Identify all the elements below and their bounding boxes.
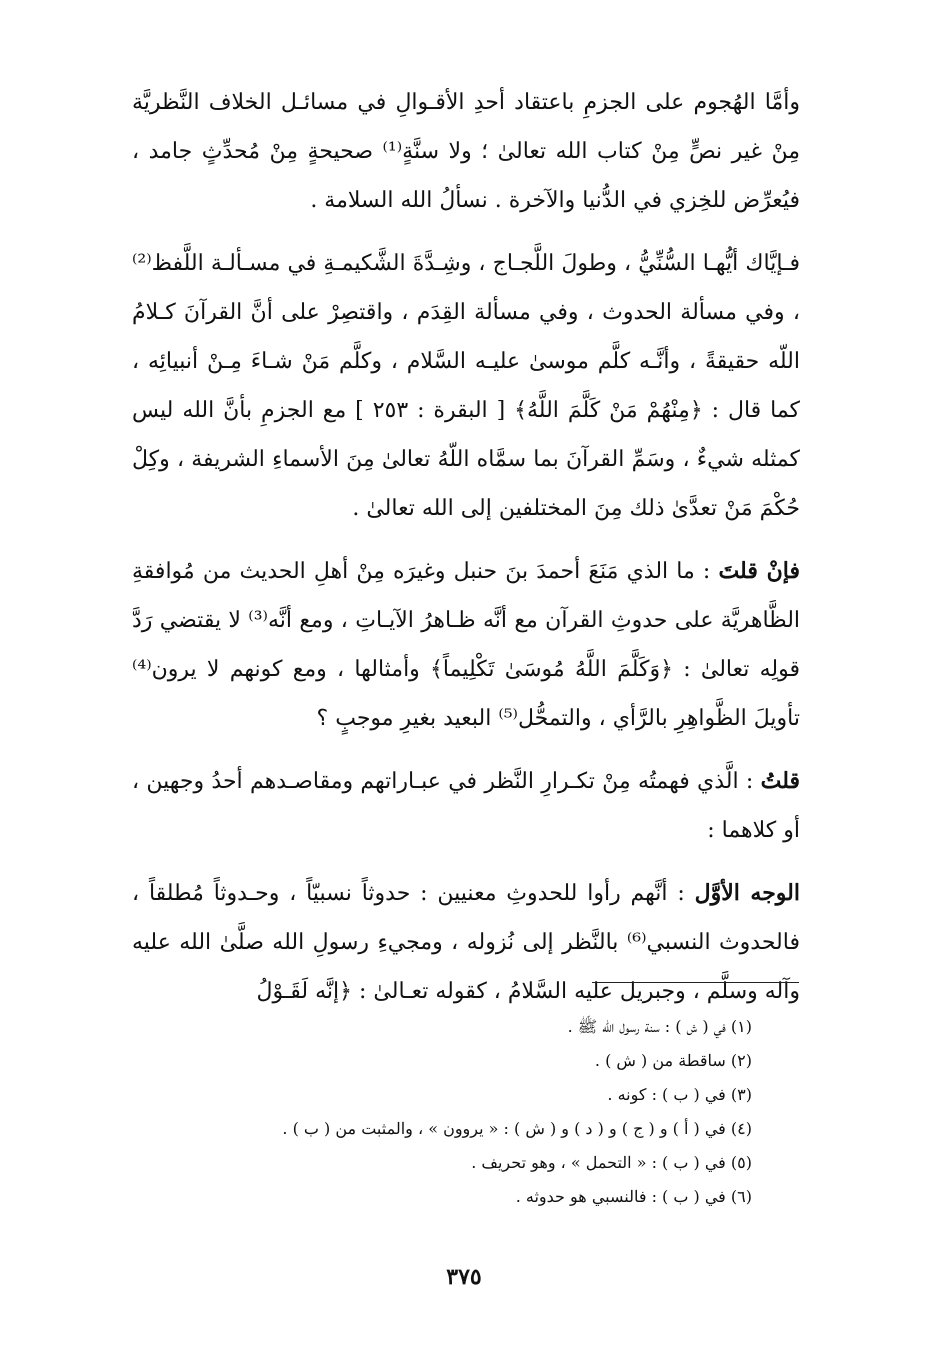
paragraph-text: : ما الذي مَنَعَ أحمدَ بنَ حنبل وغيرَه مِنْ أهلِ الحديث من مُوافقةِ الظَّاهريَّة على حدوثِ القرآن مع أنَّه ظـاهرُ الآيـاتِ ، ومع أنَّه⁽³⁾ لا يقتضي رَدَّ قولِه تعالىٰ : ﴿وَكَلَّمَ اللَّهُ مُوسَىٰ تَكْلِيماً﴾ وأمثالها ، ومع كونهم لا يرون⁽⁴⁾ تأويلَ الظَّواهِرِ بالرَّأي ، والتمحُّل⁽⁵⁾ البعيد بغيرِ موجبٍ ؟ bbox=[132, 559, 801, 731]
paragraph-text: : الَّذي فهمتُه مِنْ تكـرارِ النَّظر في عبـاراتهم ومقاصـدهم أحدُ وجهين ، أو كلاهما : bbox=[132, 769, 800, 843]
paragraph-2 bbox=[132, 239, 800, 533]
paragraph-text: فـإيَّاك أيُّهـا السُّنِّيُّ ، وطولَ اللَّجـاج ، وشِـدَّةَ الشَّكيمـةِ في مسـألـة اللَّفظ⁽²⁾ ، وفي مسألة الحدوث ، وفي مسألة القِدَم ، واقتصِرْ على أنَّ القرآنَ كـلامُ اللّه حقيقةً ، وأنَّـه كلَّم موسىٰ عليـه السَّلام ، وكلَّم مَنْ شـاءَ مِـنْ أنبيائِه ، كما قال : ﴿مِنْهُمْ مَنْ كَلَّمَ اللَّهُ﴾ [ البقرة : ٢٥٣ ] مع الجزمِ بأنَّ الله ليس كمثله شيءٌ ، وسَمِّ القرآنَ بما سمَّاه اللّهُ تعالىٰ مِنَ الأسماءِ الشريفة ، وكِلْ حُكْمَ مَنْ تعدَّىٰ ذلك مِنَ المختلفين إلى الله تعالىٰ . bbox=[132, 251, 801, 521]
page-number: ٣٧٥ bbox=[446, 1264, 482, 1290]
paragraph-lead: قلتُ bbox=[760, 768, 800, 794]
footnote-1: (١) في ( ش ) : سنة رسول الله ﷺ . bbox=[567, 1017, 752, 1036]
footnote-4: (٤) في ( أ ) و ( ج ) و ( د ) و ( ش ) : « يروون » ، والمثبت من ( ب ) . bbox=[282, 1119, 752, 1138]
paragraph-4 bbox=[132, 757, 800, 855]
paragraph-lead: فإنْ قلتَ bbox=[718, 558, 801, 584]
paragraph-1 bbox=[132, 78, 800, 225]
paragraph-text: وأمَّا الهُجوم على الجزمِ باعتقاد أحدِ الأقـوالِ في مسائـل الخلاف النَّظريَّة مِنْ غير نصٍّ مِنْ كتاب الله تعالىٰ ؛ ولا سنَّةٍ⁽¹⁾ صحيحةٍ مِنْ مُحدِّثٍ جامد ، فيُعرِّض للخِزي في الدُّنيا والآخرة . نسألُ الله السلامة . bbox=[132, 90, 800, 213]
footnote-3: (٣) في ( ب ) : كونه . bbox=[607, 1085, 752, 1104]
footnote-separator bbox=[592, 982, 799, 983]
footnote-6: (٦) في ( ب ) : فالنسبي هو حدوثه . bbox=[515, 1187, 752, 1206]
footnote-2: (٢) ساقطة من ( ش ) . bbox=[594, 1051, 752, 1070]
footnotes bbox=[220, 1010, 752, 1214]
paragraph-5 bbox=[132, 869, 800, 1016]
footnote-5: (٥) في ( ب ) : « التحمل » ، وهو تحريف . bbox=[471, 1153, 752, 1172]
paragraph-lead: الوجه الأوَّل bbox=[694, 880, 800, 906]
main-text bbox=[132, 78, 800, 1030]
paragraph-text: : أنَّهم رأوا للحدوثِ معنيين : حدوثاً نسبيّاً ، وحـدوثاً مُطلقاً ، فالحدوث النسبي⁽⁶⁾ بالنَّظر إلى نُزوله ، ومجيءِ رسولِ الله صلَّىٰ الله عليه وآله وسلَّم ، وجبريل عليه السَّلامُ ، كقوله تعـالىٰ : ﴿إنَّه لَقَـوْلُ bbox=[132, 881, 800, 1004]
paragraph-3 bbox=[132, 547, 800, 743]
